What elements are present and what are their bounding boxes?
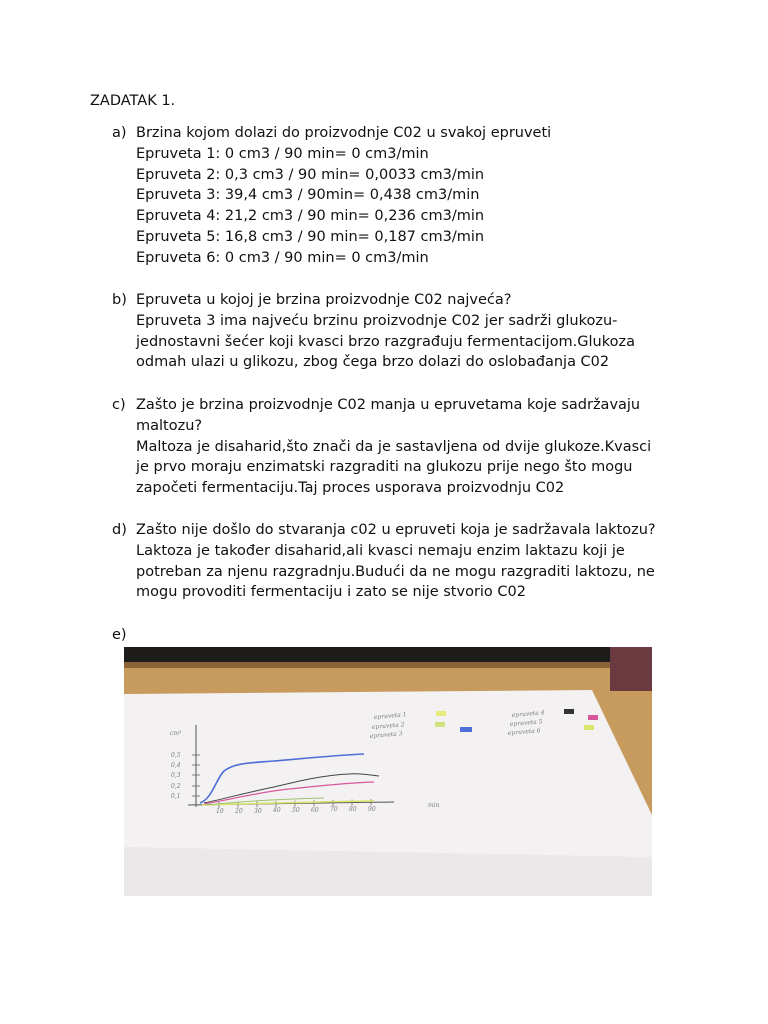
y-tick-label: 0,3 — [171, 772, 181, 779]
question-a-line: Brzina kojom dolazi do proizvodnje C02 u svakoj epruveti — [136, 125, 552, 141]
question-b-line: Epruveta 3 ima najveću brzinu proizvodnje C02 jer sadrži glukozu- — [136, 312, 618, 329]
legend-label: epruveta 5 — [509, 718, 543, 728]
question-c-line: je prvo moraju enzimatski razgraditi na glukozu prije nego što mogu — [136, 459, 633, 476]
question-d-marker: d) — [112, 522, 127, 538]
question-a-marker: a) — [112, 125, 127, 141]
question-c-marker: c) — [112, 397, 126, 413]
question-c-line: Zašto je brzina proizvodnje C02 manja u epruvetama koje sadržavaju — [136, 397, 641, 413]
question-d-line: Zašto nije došlo do stvaranja c02 u epruveti koja je sadržavala laktozu? — [136, 522, 656, 538]
question-c-content — [136, 395, 692, 499]
y-axis-label: cm³ — [170, 730, 182, 737]
x-tick-label: 80 — [349, 806, 357, 813]
legend-label: epruveta 3 — [369, 730, 403, 740]
question-a-line: Epruveta 4: 21,2 cm3 / 90 min= 0,236 cm3/min — [136, 208, 485, 225]
question-c-line: Maltoza je disaharid,što znači da je sastavljena od dvije glukoze.Kvasci — [136, 438, 652, 455]
x-tick-label: 30 — [254, 808, 262, 815]
legend-swatch — [460, 727, 472, 732]
document-title: ZADATAK 1. — [90, 93, 176, 109]
object-right-corner — [610, 647, 652, 691]
x-tick-label: 40 — [273, 807, 281, 814]
y-tick-label: 0,1 — [171, 793, 181, 800]
question-d-line: potreban za njenu razgradnju.Budući da ne mogu razgraditi laktozu, ne — [136, 563, 655, 580]
x-tick-label: 50 — [292, 807, 300, 814]
x-tick-label: 60 — [311, 807, 319, 814]
question-c-line: započeti fermentaciju.Taj proces usporava proizvodnju C02 — [136, 480, 565, 497]
legend-swatch — [564, 709, 574, 714]
question-b-line: jednostavni šećer koji kvasci brzo razgrađuju fermentacijom.Glukoza — [136, 333, 635, 350]
question-d-line: Laktoza je također disaharid,ali kvasci nemaju enzim laktazu koji je — [136, 542, 625, 559]
question-d — [112, 520, 692, 603]
legend-swatch — [436, 711, 446, 716]
legend-swatch — [588, 715, 598, 720]
legend-swatch — [435, 722, 445, 727]
legend-label: epruveta 6 — [507, 727, 541, 737]
question-a-content — [136, 123, 692, 269]
question-c — [112, 395, 692, 499]
graph-photo — [124, 647, 652, 896]
question-b-line: Epruveta u kojoj je brzina proizvodnje C02 najveća? — [136, 292, 512, 308]
x-tick-label: 70 — [330, 806, 338, 813]
legend-swatch — [584, 725, 594, 730]
y-tick-label: 0,2 — [171, 783, 181, 790]
question-a-line: Epruveta 6: 0 cm3 / 90 min= 0 cm3/min — [136, 249, 429, 266]
legend-label: epruveta 2 — [371, 721, 405, 731]
question-b-line: odmah ulazi u glikozu, zbog čega brzo dolazi do oslobađanja C02 — [136, 354, 610, 371]
x-tick-label: 20 — [235, 808, 243, 815]
question-a-line: Epruveta 5: 16,8 cm3 / 90 min= 0,187 cm3/min — [136, 228, 485, 245]
legend-label: epruveta 4 — [511, 709, 545, 719]
x-tick-label: 10 — [216, 808, 224, 815]
question-b-content — [136, 290, 692, 373]
question-b-marker: b) — [112, 292, 127, 308]
question-b — [112, 290, 692, 373]
question-d-content — [136, 520, 692, 603]
question-e-marker: e) — [112, 627, 127, 643]
question-a-line: Epruveta 2: 0,3 cm3 / 90 min= 0,0033 cm3/min — [136, 166, 485, 183]
wall-edge — [124, 662, 652, 668]
question-c-line: maltozu? — [136, 417, 203, 434]
x-axis-label: min — [428, 802, 440, 809]
x-tick-label: 90 — [368, 806, 376, 813]
question-a-line: Epruveta 1: 0 cm3 / 90 min= 0 cm3/min — [136, 145, 429, 162]
question-d-line: mogu provoditi fermentaciju i zato se nije stvorio C02 — [136, 584, 526, 601]
y-tick-label: 0,4 — [171, 762, 181, 769]
y-tick-label: 0,5 — [171, 752, 181, 759]
question-a-line: Epruveta 3: 39,4 cm3 / 90min= 0,438 cm3/min — [136, 187, 480, 204]
question-a — [112, 123, 692, 269]
legend-label: epruveta 1 — [373, 711, 407, 721]
